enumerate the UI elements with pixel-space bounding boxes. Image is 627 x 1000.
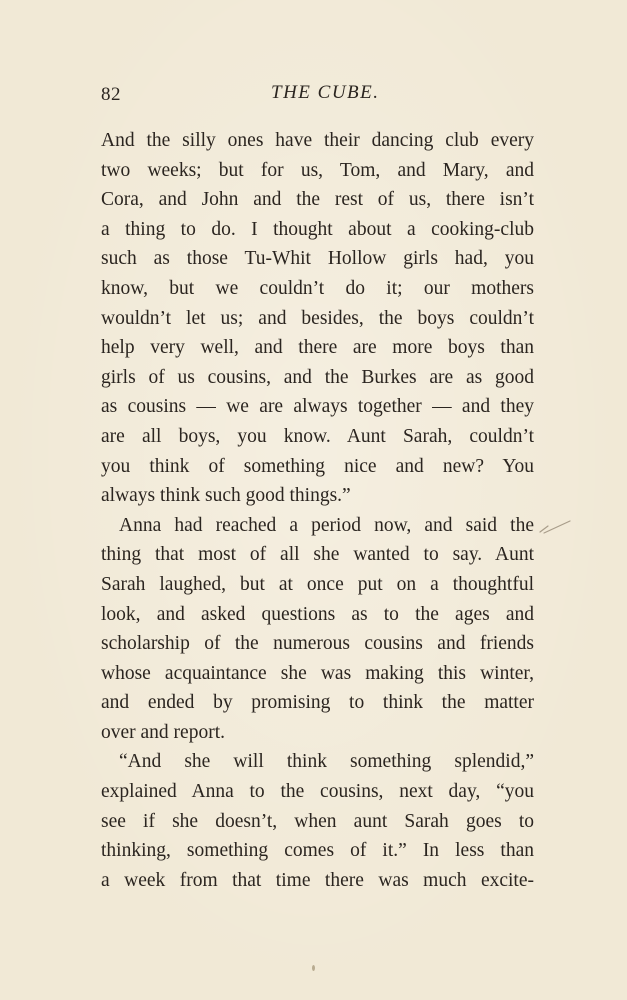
text-line: Anna had reached a period now, and said the [119,514,534,536]
text-line: see if she doesn’t, when aunt Sarah goes to [101,810,534,832]
page-header [101,82,534,112]
text-line: Cora, and John and the rest of us, there isn’t [101,189,534,211]
text-line: help very well, and there are more boys than [101,337,534,359]
text-line: wouldn’t let us; and besides, the boys couldn’t [101,307,534,329]
text-line: girls of us cousins, and the Burkes are as good [101,366,534,388]
text-line: such as those Tu-Whit Hollow girls had, you [101,248,534,270]
text-line: as cousins — we are always together — and they [101,396,534,418]
text-line: scholarship of the numerous cousins and friends [101,633,534,655]
text-line: thing that most of all she wanted to say. Aunt [101,544,534,566]
text-line: “And she will think something splendid,” [119,751,534,773]
text-line: know, but we couldn’t do it; our mothers [101,277,534,299]
text-line: thinking, something comes of it.” In less than [101,840,534,862]
paper-speck [312,965,315,971]
text-line: look, and asked questions as to the ages and [101,603,534,625]
running-title: THE CUBE. [271,82,380,103]
text-line: over and report. [101,721,225,743]
text-line: Sarah laughed, but at once put on a thoughtful [101,573,534,595]
body-text [101,126,534,895]
text-line: a thing to do. I thought about a cooking-club [101,218,534,240]
text-line: two weeks; but for us, Tom, and Mary, and [101,159,534,181]
text-line: you think of something nice and new? You [101,455,534,477]
text-line: whose acquaintance she was making this winter, [101,662,534,684]
page-number: 82 [101,84,121,105]
text-line: are all boys, you know. Aunt Sarah, couldn’t [101,425,534,447]
text-line: a week from that time there was much excite- [101,869,534,891]
text-line: always think such good things.” [101,485,351,507]
text-line: And the silly ones have their dancing club every [101,130,534,151]
text-line: and ended by promising to think the matter [101,692,534,714]
pencil-mark-icon [538,518,572,536]
text-line: explained Anna to the cousins, next day, “you [101,781,534,803]
